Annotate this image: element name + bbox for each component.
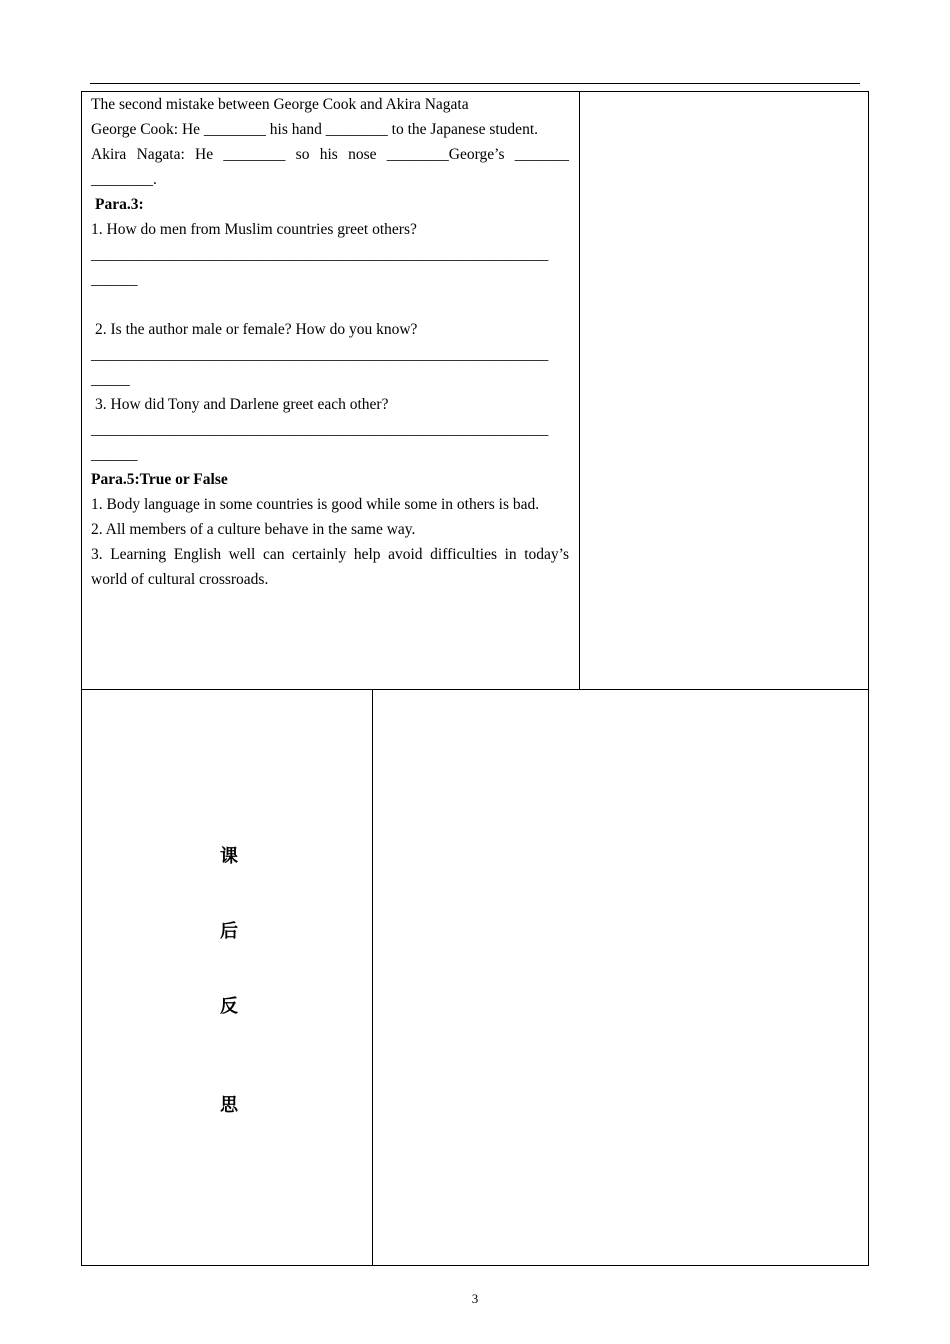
para5-statement-2: 2. All members of a culture behave in the same way.: [91, 521, 416, 538]
reflection-char-fan: 反: [220, 996, 238, 1017]
para3-question-2: 2. Is the author male or female? How do you know?: [95, 321, 418, 338]
reflection-content-cell: [372, 689, 869, 1266]
answer-blank: ___________________________________________________________: [91, 346, 549, 363]
answer-blank: _____: [91, 371, 130, 388]
answer-blank: ______: [91, 446, 138, 463]
header-rule: [90, 83, 860, 84]
answer-blank: ___________________________________________________________: [91, 246, 549, 263]
page-number: 3: [471, 1291, 479, 1306]
para3-question-1: 1. How do men from Muslim countries greet others?: [91, 221, 417, 238]
answer-blank: ______: [91, 271, 138, 288]
mistake-heading: The second mistake between George Cook and Akira Nagata: [91, 96, 469, 113]
answer-blank: ___________________________________________________________: [91, 421, 549, 438]
notes-cell: [579, 91, 869, 690]
para3-heading: Para.3:: [95, 196, 144, 213]
para3-question-3: 3. How did Tony and Darlene greet each other?: [95, 396, 389, 413]
reflection-char-ke: 课: [220, 846, 238, 867]
para5-statement-3: 3. Learning English well can certainly help avoid difficulties in today’s world of cultural crossroads.: [91, 546, 569, 588]
akira-nagata-line: Akira Nagata: He ________ so his nose ________George’s _______ ________.: [91, 146, 569, 188]
reflection-char-hou: 后: [220, 921, 238, 942]
reflection-char-si: 思: [220, 1095, 238, 1116]
worksheet-content: [91, 92, 569, 592]
para5-statement-1: 1. Body language in some countries is good while some in others is bad.: [91, 496, 540, 513]
para5-heading: Para.5:True or False: [91, 471, 228, 488]
george-cook-line: George Cook: He ________ his hand ________ to the Japanese student.: [91, 121, 538, 138]
reflection-label-cell: [81, 689, 373, 1266]
